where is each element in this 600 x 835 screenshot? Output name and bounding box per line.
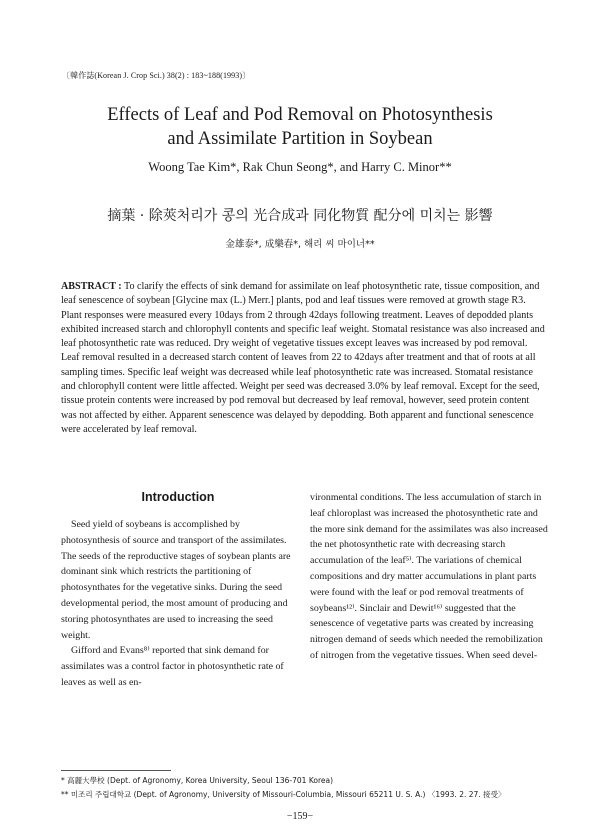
abstract bbox=[61, 280, 545, 437]
abstract-text: To clarify the effects of sink demand for assimilate on leaf photosynthetic rate, tissue composition, and leaf senescence of soybean [Glycine max (L.) Merr.] plants, pod and leaf tissues were removed at growth stage R3. Plant responses were measured every 10days from 2 through 42days following treatment. Leaves of depodded plants exhibited increased starch and chlorophyll contents and specific leaf weight. Stomatal resistance was also increased and leaf photosynthetic rate was reduced. Dry weight of vegetative tissues except leaves was increased by pod removal. Leaf removal resulted in a decreased starch content of leaves from 22 to 42days after treatment and that of roots at all sampling times. Specific leaf weight was decreased while leaf photosynthetic rate was increased. Stomatal resistance and chlorophyll content were little affected. Weight per seed was decreased 3.0% by leaf removal. Except for the seed, tissue protein contents were increased by pod removal but decreased by leaf removal, however, seed protein content was not affected by either. Apparent senescence was delayed by depodding. Both apparent and functional senescence were accelerated by leaf removal. bbox=[61, 281, 545, 435]
intro-paragraph-2: Gifford and Evans⁸⁾ reported that sink demand for assimilates was a control factor in photosynthetic rate of leaves as well as en- bbox=[61, 645, 284, 688]
authors-english: Woong Tae Kim*, Rak Chun Seong*, and Harry C. Minor** bbox=[148, 160, 452, 174]
footnote-affiliation-2: ** 미조리 주립대학교 (Dept. of Agronomy, University of Missouri-Columbia, Missouri 65211 U. S. A.) 〈1993. 2. 27. 接受〉 bbox=[61, 790, 506, 799]
section-heading-introduction: Introduction bbox=[141, 490, 215, 504]
right-column bbox=[310, 490, 549, 664]
authors-korean: 金雄泰*, 成樂春*, 해리 씨 마이너** bbox=[225, 239, 375, 250]
footnote-affiliation-1: * 高麗大學校 (Dept. of Agronomy, Korea University, Seoul 136-701 Korea) bbox=[61, 776, 334, 785]
paper-title-korean: 摘葉 · 除莢처리가 콩의 光合成과 同化物質 配分에 미치는 影響 bbox=[107, 208, 493, 224]
journal-citation: 〔韓作誌(Korean J. Crop Sci.) 38(2) : 183~188(1993)〕 bbox=[62, 71, 251, 80]
page-number: −159− bbox=[286, 811, 314, 822]
paper-title bbox=[40, 103, 560, 151]
footnote-divider bbox=[61, 770, 171, 771]
intro-paragraph-1: Seed yield of soybeans is accomplished by photosynthesis of source and transport of the assimilates. The seeds of the reproductive stages of soybean plants are dominant sink which restricts the partitioning of photosynthates for the vegetative sinks. During the seed developmental period, the most amount of producing and storing photosynthates are used to increasing the seed weight. bbox=[61, 519, 291, 641]
left-column bbox=[61, 490, 295, 691]
title-line-1: Effects of Leaf and Pod Removal on Photosynthesis bbox=[107, 105, 493, 125]
abstract-label: ABSTRACT : bbox=[61, 281, 122, 292]
intro-paragraph-continued: vironmental conditions. The less accumulation of starch in leaf chloroplast was increased the photosynthetic rate and the more sink demand for the assimilates was also increased the net photosynthetic rate with decreasing starch accumulation of the leaf⁵⁾. The variations of chemical compositions and dry matter accumulations in plant parts were found with the leaf or pod removal treatments of soybeans¹²⁾. Sinclair and Dewit¹⁶⁾ suggested that the senescence of vegetative parts was created by increasing nitrogen demand of seeds which needed the remobilization of nitrogen from the vegetative tissues. When seed devel- bbox=[310, 492, 548, 661]
title-line-2: and Assimilate Partition in Soybean bbox=[167, 129, 433, 149]
